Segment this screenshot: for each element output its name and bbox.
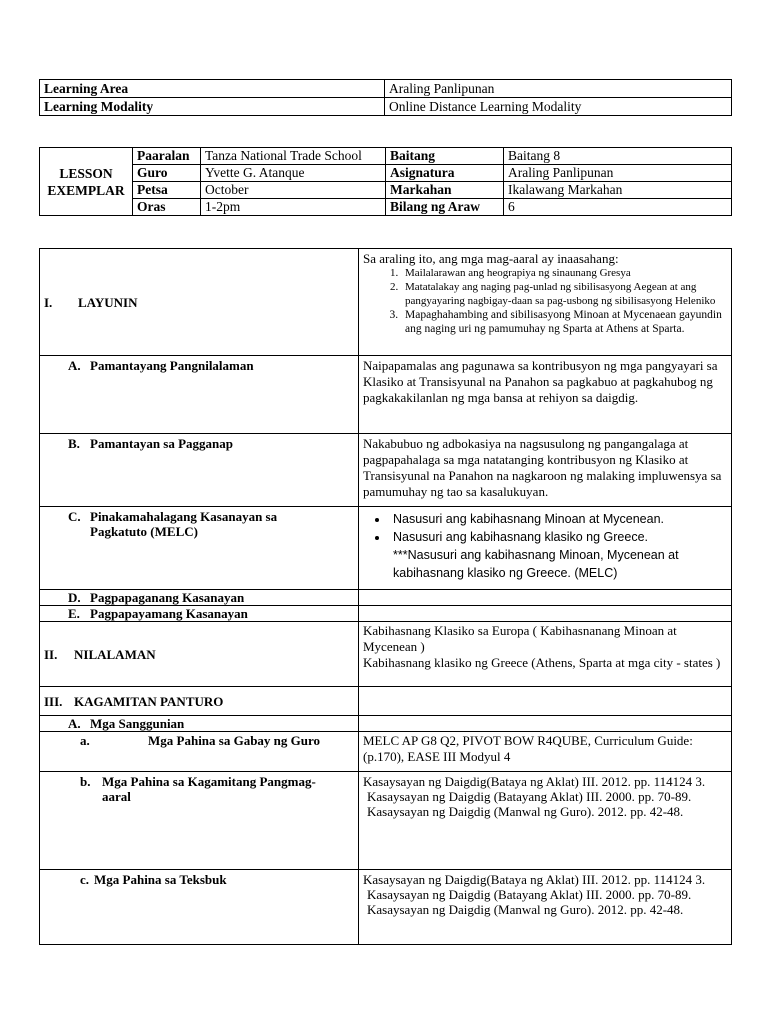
pagpapayamang-value [359,606,732,622]
nilalaman-row [40,622,732,687]
guro-value: Yvette G. Atanque [201,165,386,182]
reference-item: Kasaysayan ng Daigdig (Manwal ng Guro). 2012. pp. 42-48. [367,902,684,917]
nilalaman-value-cell [359,622,732,687]
teksbuk-label-cell [40,870,359,945]
bilang-ng-araw-label: Bilang ng Araw [386,199,504,216]
learning-area-row [40,80,732,98]
layunin-label-cell [40,249,359,356]
item-letter: c. [80,872,90,887]
melc-list [363,510,727,546]
item-letter: B. [68,436,80,451]
lesson-label-line2: EXEMPLAR [47,182,125,198]
kagamitang-pangmag-aaral-label: Mga Pahina sa Kagamitang Pangmag-aaral [102,774,316,804]
kagamitan-row [40,687,732,716]
melc-value-cell [359,507,732,590]
baitang-label: Baitang [386,148,504,165]
guro-label: Guro [133,165,201,182]
lesson-exemplar-label [40,148,133,216]
melc-label: Pinakamahalagang Kasanayan sa Pagkatuto (MELC) [90,509,278,539]
pagpapaganang-label: Pagpapaganang Kasanayan [90,590,245,605]
paaralan-value: Tanza National Trade School [201,148,386,165]
pamantayan-sa-pagganap-value: Nakabubuo ng adbokasiya na nagsusulong ng pangangalaga at pagpapahalaga sa mga natatanging kontribusyon ng Klasiko at Transisyunal na Panahon na nagkaroon ng malaking impluwensya sa pamumuhay ng tao sa kasalukuyan. [359,434,732,507]
markahan-value: Ikalawang Markahan [504,182,732,199]
layunin-label: LAYUNIN [78,294,138,310]
pagpapayamang-label-cell [40,606,359,622]
lesson-info-row [40,165,732,182]
asignatura-label: Asignatura [386,165,504,182]
item-letter: A. [68,358,81,373]
reference-item: Kasaysayan ng Daigdig (Manwal ng Guro). 2012. pp. 42-48. [367,804,684,819]
layunin-row [40,249,732,356]
paaralan-label: Paaralan [133,148,201,165]
item-letter: A. [68,716,81,731]
item-letter: C. [68,509,81,524]
pamantayan-sa-pagganap-label-cell [40,434,359,507]
kagamitang-pangmag-aaral-value-cell [359,772,732,870]
pamantayang-pangnilalaman-row [40,356,732,434]
pagpapayamang-row [40,606,732,622]
pagpapaganang-row [40,590,732,606]
reference-item: Kasaysayan ng Daigdig(Bataya ng Aklat) III. 2012. pp. 114124 3. [363,872,706,887]
oras-label: Oras [133,199,201,216]
petsa-value: October [201,182,386,199]
objectives-list [363,266,727,336]
kagamitang-pangmag-aaral-label-cell [40,772,359,870]
pagpapaganang-label-cell [40,590,359,606]
melc-note: ***Nasusuri ang kabihasnang Minoan, Mycenean at kabihasnang klasiko ng Greece. (MELC) [393,548,679,580]
oras-value: 1-2pm [201,199,386,216]
kagamitan-label: KAGAMITAN PANTURO [74,693,224,709]
kagamitan-num: III. [44,693,63,709]
pagpapayamang-label: Pagpapayamang Kasanayan [90,606,248,621]
lesson-plan-table [39,248,732,945]
teksbuk-row [40,870,732,945]
kagamitang-pangmag-aaral-row [40,772,732,870]
bilang-ng-araw-value: 6 [504,199,732,216]
learning-area-label: Learning Area [40,80,385,98]
lesson-info-table [39,147,732,216]
item-letter: E. [68,606,80,621]
lesson-label-line1: LESSON [59,165,113,181]
sanggunian-row [40,716,732,732]
item-letter: D. [68,590,81,605]
kagamitan-label-cell [40,687,359,716]
lesson-info-row [40,199,732,216]
petsa-label: Petsa [133,182,201,199]
markahan-label: Markahan [386,182,504,199]
sanggunian-label-cell [40,716,359,732]
objective-item: 2. Matatalakay ang naging pag-unlad ng sibilisasyong Aegean at ang pangyayaring nagbigay-daan sa pag-usbong ng sibilisasyong Heleniko [401,280,727,308]
layunin-num: I. [44,294,53,310]
baitang-value: Baitang 8 [504,148,732,165]
objective-item: 3. Mapaghahambing and sibilisasyong Minoan at Mycenaean gayundin ang naging uri ng pamumuhay ng Sparta at Athens at Sparta. [401,308,727,336]
melc-label-cell [40,507,359,590]
asignatura-value: Araling Panlipunan [504,165,732,182]
teksbuk-value-cell [359,870,732,945]
layunin-intro: Sa araling ito, ang mga mag-aaral ay inaasahang: [363,251,619,266]
gabay-ng-guro-label: Mga Pahina sa Gabay ng Guro [148,733,321,748]
pamantayan-sa-pagganap-label: Pamantayan sa Pagganap [90,436,234,451]
melc-bullet: • Nasusuri ang kabihasnang klasiko ng Greece. [389,528,727,546]
learning-modality-label: Learning Modality [40,98,385,116]
lesson-info-row [40,148,732,165]
nilalaman-label: NILALAMAN [74,646,156,662]
learning-modality-value: Online Distance Learning Modality [385,98,732,116]
pamantayang-pangnilalaman-label: Pamantayang Pangnilalaman [90,358,254,373]
item-letter: a. [80,733,90,748]
learning-modality-row [40,98,732,116]
pamantayan-sa-pagganap-row [40,434,732,507]
nilalaman-value-2: Kabihasnang klasiko ng Greece (Athens, Sparta at mga city - states ) [363,655,721,670]
lesson-info-row [40,182,732,199]
nilalaman-value-1: Kabihasnang Klasiko sa Europa ( Kabihasnanang Minoan at Mycenean ) [363,623,677,654]
layunin-value-cell [359,249,732,356]
reference-item: Kasaysayan ng Daigdig (Batayang Aklat) III. 2000. pp. 70-89. [367,789,692,804]
item-letter: b. [80,774,91,789]
pamantayang-pangnilalaman-label-cell [40,356,359,434]
objective-item: 1. Mailalarawan ang heograpiya ng sinaunang Gresya [401,266,727,280]
pamantayang-pangnilalaman-value: Naipapamalas ang pagunawa sa kontribusyon ng mga pangyayari sa Klasiko at Transisyunal na Panahon sa pagkabuo at pagkahubog ng pagkakakilanlan ng mga bansa at rehiyon sa daigdig. [359,356,732,434]
gabay-ng-guro-value: MELC AP G8 Q2, PIVOT BOW R4QUBE, Curriculum Guide: (p.170), EASE III Modyul 4 [359,732,732,772]
nilalaman-num: II. [44,646,58,662]
reference-item: Kasaysayan ng Daigdig(Bataya ng Aklat) III. 2012. pp. 114124 3. [363,774,706,789]
pagpapaganang-value [359,590,732,606]
sanggunian-label: Mga Sanggunian [90,716,185,731]
sanggunian-value [359,716,732,732]
kagamitan-value [359,687,732,716]
teksbuk-label: Mga Pahina sa Teksbuk [94,872,227,887]
gabay-ng-guro-label-cell [40,732,359,772]
gabay-ng-guro-row [40,732,732,772]
reference-item: Kasaysayan ng Daigdig (Batayang Aklat) III. 2000. pp. 70-89. [367,887,692,902]
melc-row [40,507,732,590]
melc-bullet: • Nasusuri ang kabihasnang Minoan at Mycenean. [389,510,727,528]
learning-area-value: Araling Panlipunan [385,80,732,98]
nilalaman-label-cell [40,622,359,687]
learning-area-table [39,79,732,116]
